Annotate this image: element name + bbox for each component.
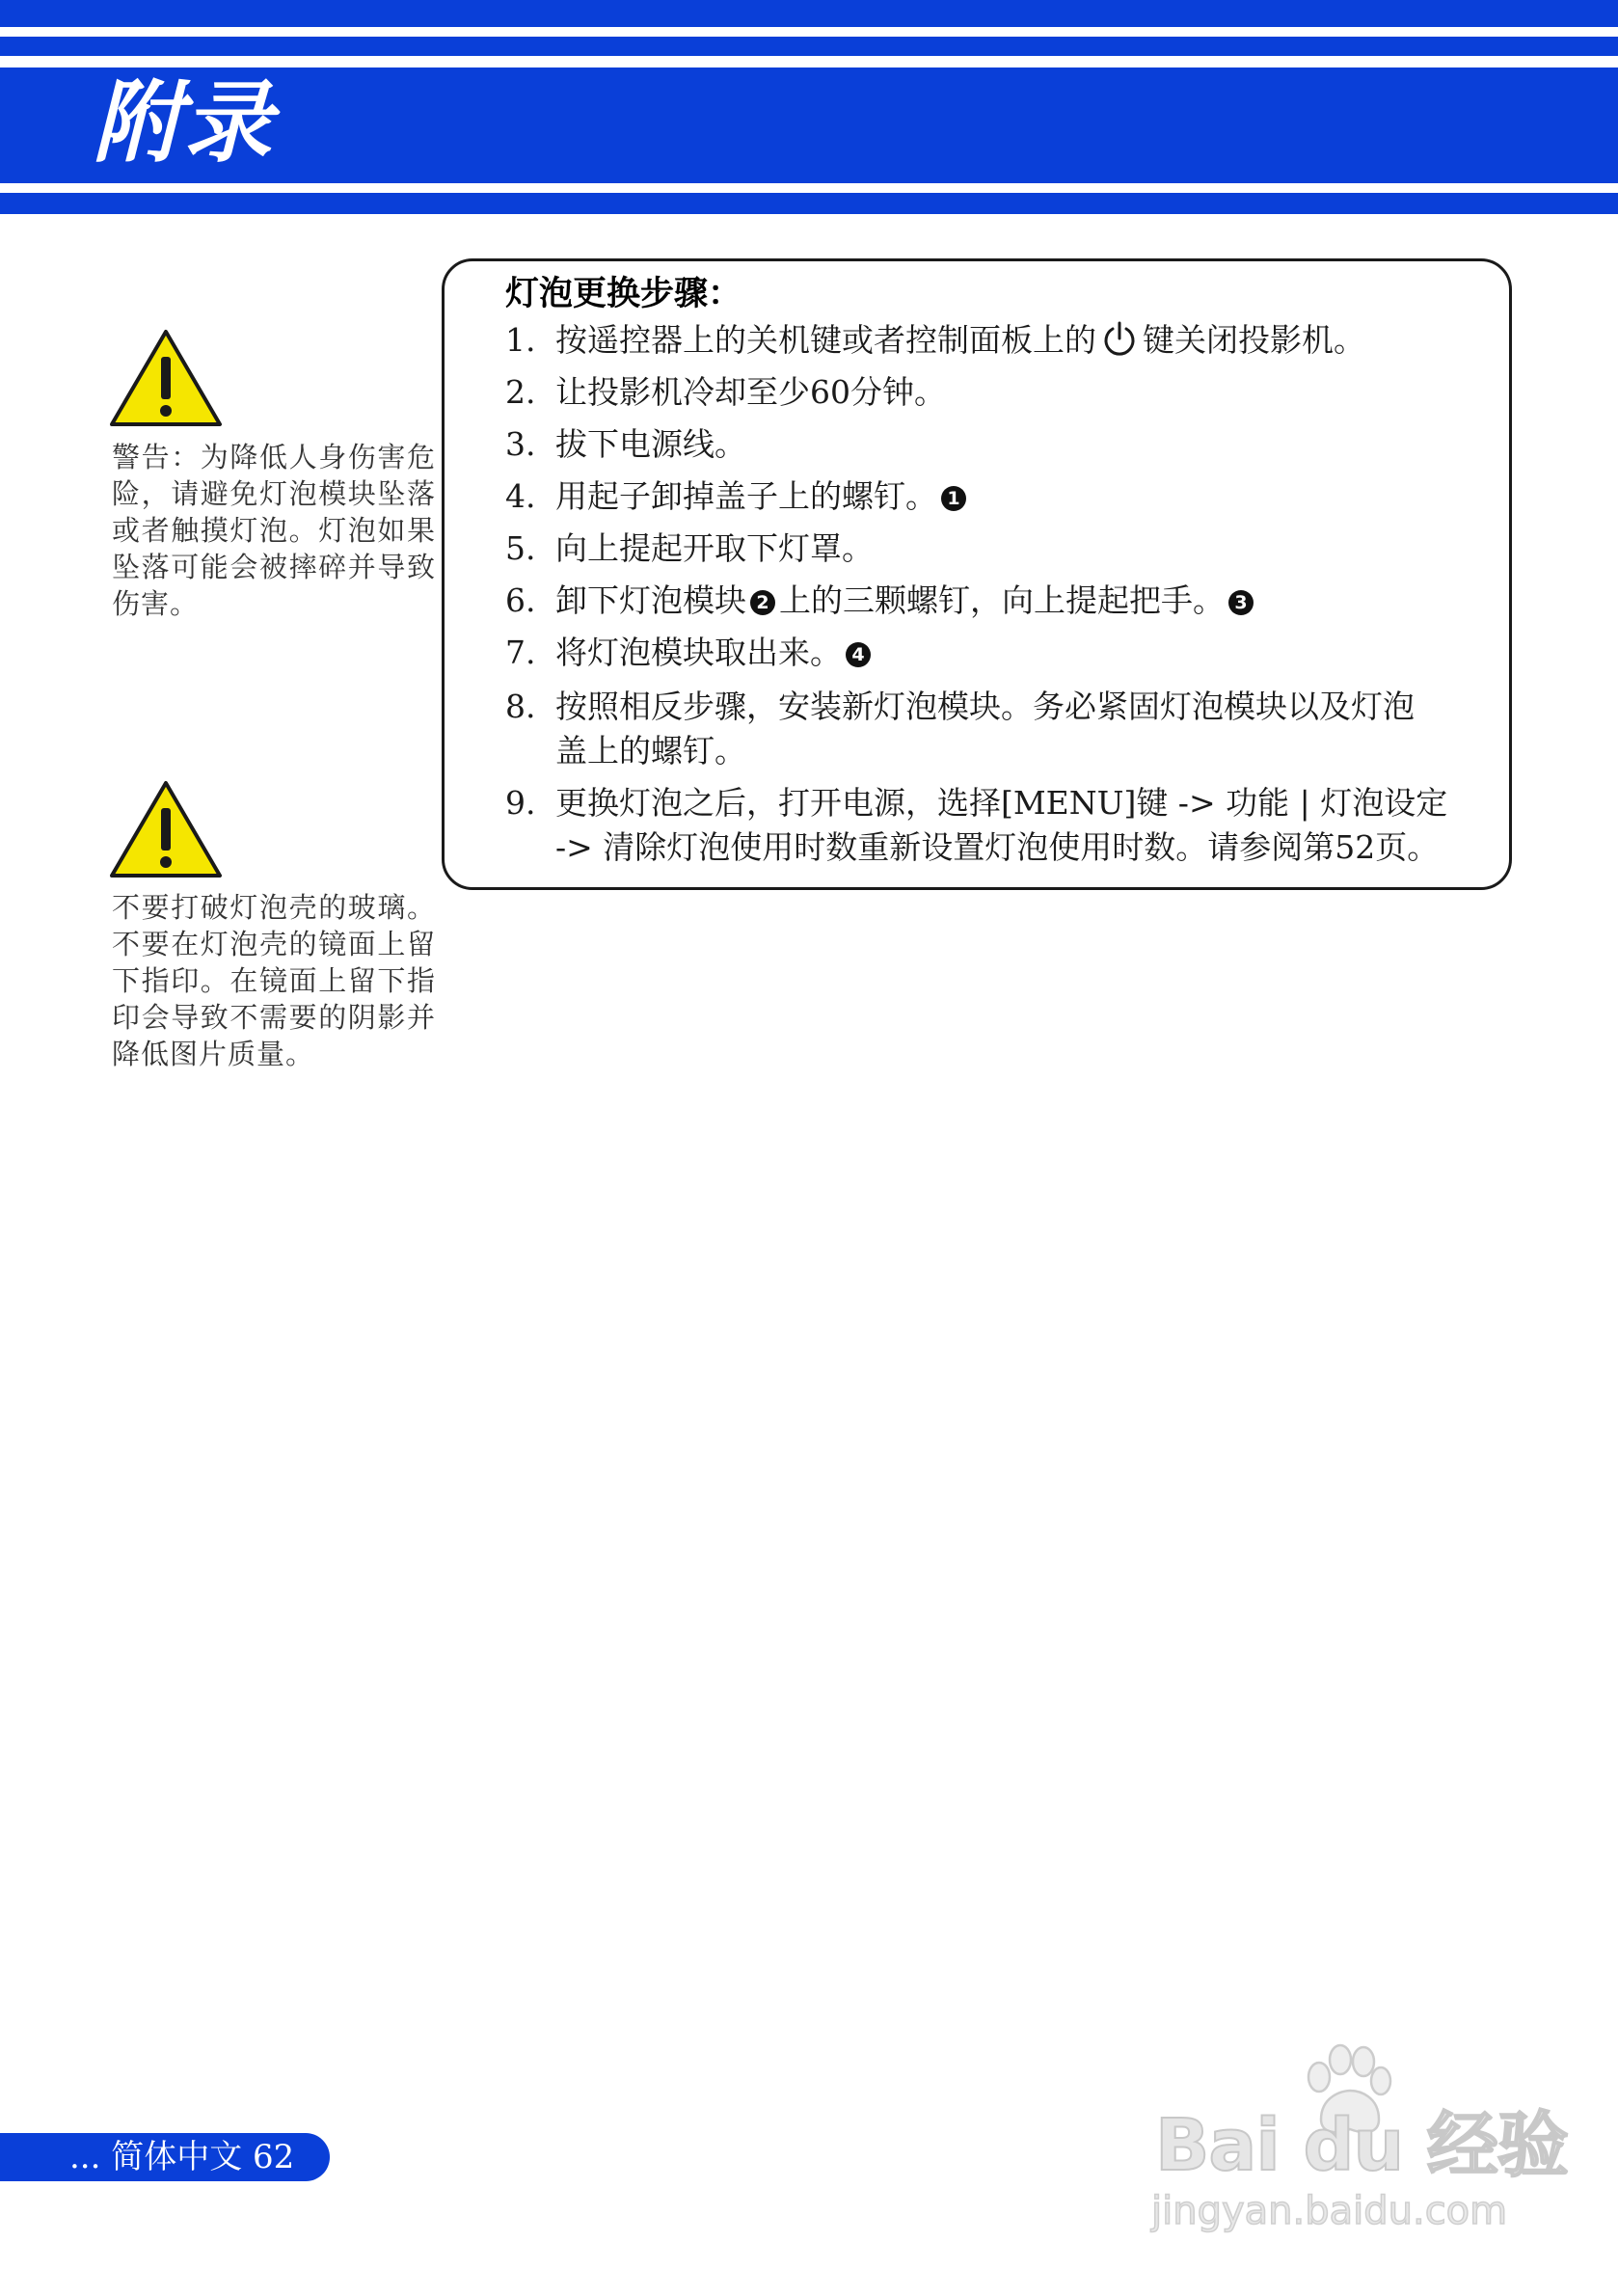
step-text: 向上提起开取下灯罩。 <box>555 529 874 567</box>
step-item <box>505 527 1508 571</box>
step-item <box>505 370 1508 415</box>
step-number: 8. <box>505 688 536 725</box>
step-number: 2. <box>505 373 536 411</box>
footer-page-label: ... 简体中文 62 <box>69 2138 295 2176</box>
page-title: 附录 <box>93 71 275 175</box>
step-item <box>505 318 1508 363</box>
figure-marker-4: 4 <box>846 642 871 667</box>
figure-marker-3: 3 <box>1228 590 1254 615</box>
step-text-line1: 更换灯泡之后，打开电源，选择[MENU]键 -> 功能 | 灯泡设定 <box>555 784 1448 822</box>
step-text: 卸下灯泡模块 2 上的三颗螺钉，向上提起把手。 3 <box>555 579 1508 623</box>
warning-triangle-icon <box>108 779 224 879</box>
step-item <box>505 631 1508 675</box>
step-text-line2: 盖上的螺钉。 <box>555 732 746 770</box>
step-item <box>505 685 1508 773</box>
step-text: 拔下电源线。 <box>555 425 746 463</box>
step-item <box>505 781 1508 870</box>
step-item <box>505 579 1508 623</box>
baidu-watermark <box>1147 2035 1568 2256</box>
step-number: 7. <box>505 634 536 671</box>
step-number: 5. <box>505 529 536 567</box>
header-top-stripe <box>0 0 1618 27</box>
watermark-logo: Bai du 经验 <box>1155 2104 1568 2187</box>
step-number: 6. <box>505 581 536 619</box>
step-text: 让投影机冷却至少60分钟。 <box>555 373 946 411</box>
step-number: 1. <box>505 321 536 359</box>
header-thin-stripe <box>0 37 1618 56</box>
step-item <box>505 474 1508 519</box>
figure-marker-2: 2 <box>750 590 775 615</box>
step-text-line1: 按照相反步骤，安装新灯泡模块。务必紧固灯泡模块以及灯泡 <box>555 688 1415 725</box>
step-text: 用起子卸掉盖子上的螺钉。 1 <box>555 474 1508 519</box>
header-bottom-stripe <box>0 193 1618 214</box>
steps-title: 灯泡更换步骤： <box>505 274 742 313</box>
step-number: 9. <box>505 784 536 822</box>
step-number: 3. <box>505 425 536 463</box>
step-text: 按遥控器上的关机键或者控制面板上的 键关闭投影机。 <box>555 321 1365 359</box>
step-text: 将灯泡模块取出来。 4 <box>555 631 1508 675</box>
figure-marker-1: 1 <box>941 486 966 511</box>
step-number: 4. <box>505 477 536 515</box>
step-item <box>505 422 1508 467</box>
warning-text-glass: 不要打破灯泡壳的玻璃。不要在灯泡壳的镜面上留下指印。在镜面上留下指印会导致不需要的阴影并降低图片质量。 <box>112 891 436 1070</box>
warning-triangle-icon <box>108 328 224 428</box>
watermark-url: jingyan.baidu.com <box>1151 2189 1508 2233</box>
step-text-line2: -> 清除灯泡使用时数重新设置灯泡使用时数。请参阅第52页。 <box>555 828 1440 866</box>
warning-text-lamp-drop: 警告：为降低人身伤害危险，请避免灯泡模块坠落或者触摸灯泡。灯泡如果坠落可能会被摔碎并导致伤害。 <box>112 441 436 620</box>
power-icon <box>1100 320 1139 359</box>
